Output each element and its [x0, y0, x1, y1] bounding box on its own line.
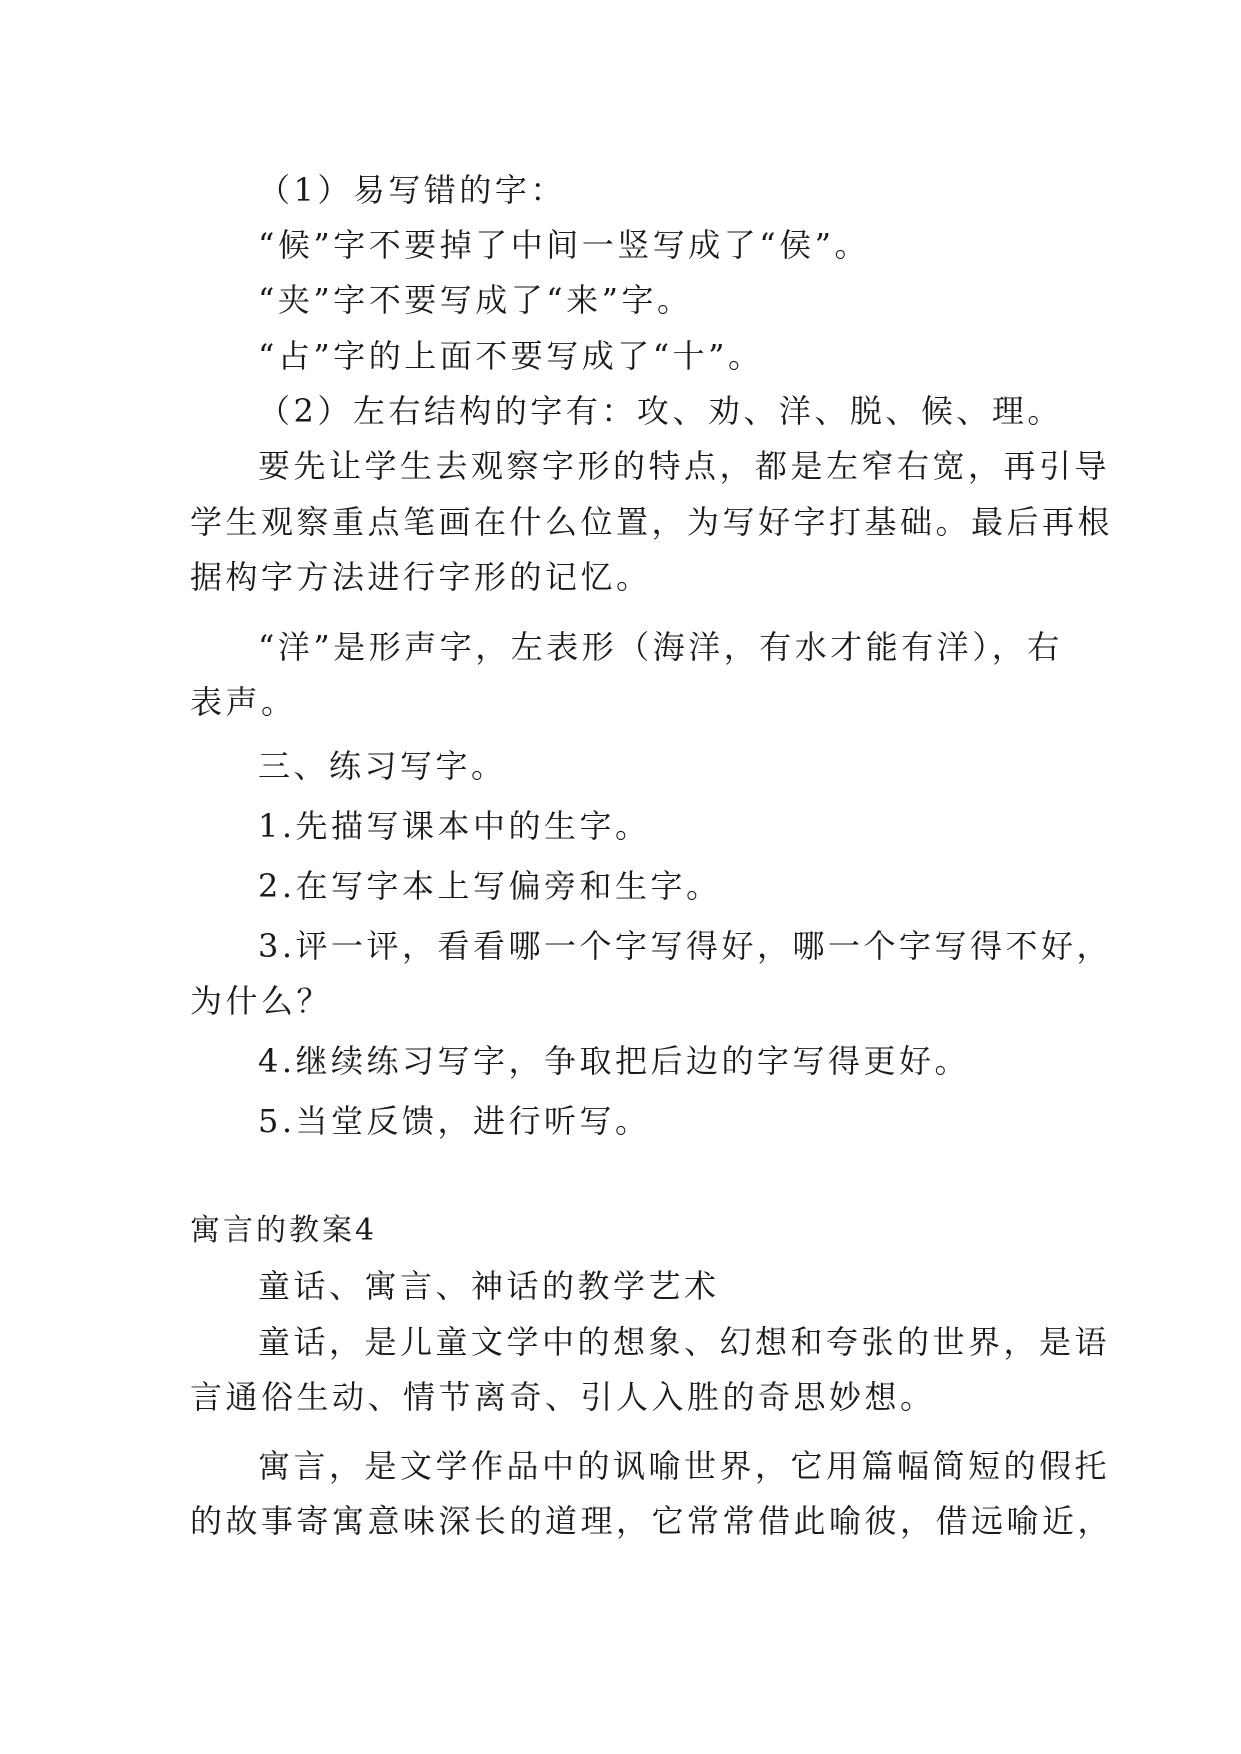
paragraph-line: 学生观察重点笔画在什么位置，为写好字打基础。最后再根	[190, 503, 1114, 541]
paragraph-line: 童话，是儿童文学中的想象、幻想和夸张的世界，是语	[258, 1323, 1111, 1361]
item-1-note: “候”字不要掉了中间一竖写成了“侯”。	[258, 226, 870, 264]
item-2-title: （2）左右结构的字有：攻、劝、洋、脱、候、理。	[258, 392, 1063, 430]
lesson-heading: 寓言的教案4	[190, 1213, 378, 1248]
practice-step: 1.先描写课本中的生字。	[258, 807, 651, 845]
paragraph-line: 言通俗生动、情节离奇、引人入胜的奇思妙想。	[190, 1378, 936, 1416]
paragraph-line: “洋”是形声字，左表形（海洋，有水才能有洋），右	[258, 628, 1063, 666]
paragraph-line: 要先让学生去观察字形的特点，都是左窄右宽，再引导	[258, 447, 1111, 485]
item-1-note: “夹”字不要写成了“来”字。	[258, 281, 693, 319]
practice-step: 为什么？	[190, 982, 333, 1020]
paragraph-line: 的故事寄寓意味深长的道理，它常常借此喻彼，借远喻近，	[190, 1502, 1114, 1540]
practice-title: 三、练习写字。	[258, 747, 507, 785]
practice-step: 5.当堂反馈，进行听写。	[258, 1102, 651, 1140]
lesson-subtitle: 童话、寓言、神话的教学艺术	[258, 1267, 720, 1305]
paragraph-line: 寓言，是文学作品中的讽喻世界，它用篇幅简短的假托	[258, 1447, 1111, 1485]
paragraph-line: 据构字方法进行字形的记忆。	[190, 558, 652, 596]
paragraph-line: 表声。	[190, 683, 297, 721]
item-1-note: “占”字的上面不要写成了“十”。	[258, 337, 764, 375]
item-1-title: （1）易写错的字：	[258, 171, 566, 209]
practice-step: 4.继续练习写字，争取把后边的字写得更好。	[258, 1042, 971, 1080]
practice-step: 3.评一评，看看哪一个字写得好，哪一个字写得不好，	[258, 927, 1113, 965]
practice-step: 2.在写字本上写偏旁和生字。	[258, 867, 722, 905]
